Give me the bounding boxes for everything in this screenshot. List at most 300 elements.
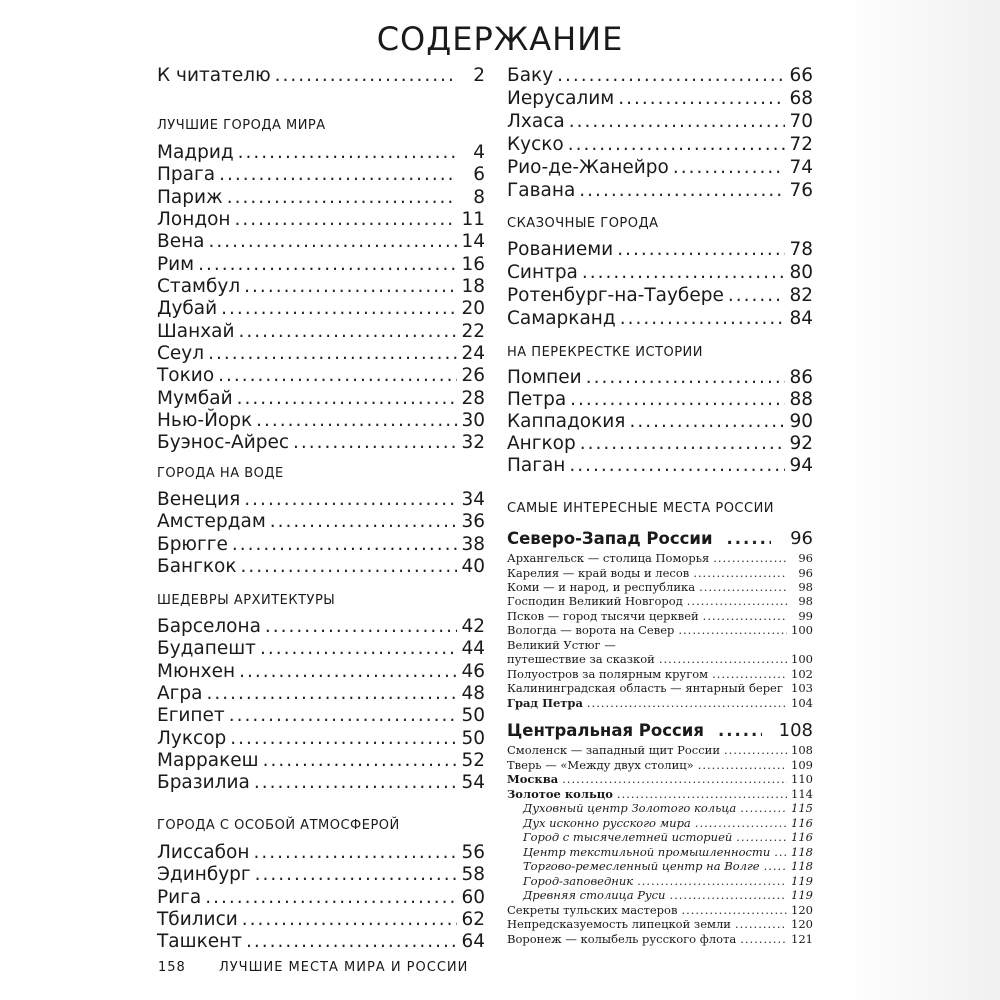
toc-entry: [507, 261, 813, 284]
toc-entry: [507, 87, 813, 110]
toc-page-number: 94: [789, 455, 813, 476]
toc-leader-dots: [263, 749, 457, 772]
page-title: СОДЕРЖАНИЕ: [376, 20, 624, 58]
footer-book-title: ЛУЧШИЕ МЕСТА МИРА И РОССИИ: [218, 960, 469, 975]
toc-entry-label: Непредсказуемость липецкой земли: [507, 917, 731, 931]
toc-entry: [157, 253, 485, 276]
toc-page-number: 34: [461, 489, 485, 510]
toc-entry-label: Смоленск — западный щит России: [507, 743, 720, 757]
toc-entry: [157, 208, 485, 231]
toc-leader-dots: [235, 208, 457, 231]
toc-leader-dots: [557, 64, 785, 87]
toc-entry: [157, 297, 485, 320]
toc-page-number: 90: [789, 411, 813, 432]
toc-section-heading: ШЕДЕВРЫ АРХИТЕКТУРЫ: [157, 593, 336, 608]
toc-leader-dots: [687, 595, 787, 608]
toc-entry: [507, 284, 813, 307]
toc-entry: [157, 409, 485, 432]
toc-page-number: 38: [461, 534, 485, 555]
toc-page-number: 46: [461, 661, 485, 682]
toc-leader-dots: [735, 918, 787, 931]
toc-page-number: 74: [789, 157, 813, 178]
toc-entry: [507, 133, 813, 156]
toc-page-number: 116: [791, 816, 813, 830]
toc-page-number: 44: [461, 638, 485, 659]
toc-entry: [157, 930, 485, 953]
toc-page-number: 109: [791, 758, 813, 772]
toc-page-number: 40: [461, 556, 485, 577]
toc-entry: [507, 110, 813, 133]
toc-entry-label: Помпеи: [507, 367, 582, 388]
toc-leader-dots: [218, 364, 457, 387]
toc-leader-dots: [260, 637, 457, 660]
toc-entry-label: Амстердам: [157, 511, 266, 532]
toc-page-number: 16: [461, 254, 485, 275]
toc-entry-label: К читателю: [157, 65, 271, 86]
toc-entry: [507, 933, 813, 946]
toc-leader-dots: [764, 860, 787, 873]
toc-entry: [507, 567, 813, 580]
toc-entry: [507, 64, 813, 87]
toc-leader-dots: [713, 552, 787, 565]
toc-entry-label: Мадрид: [157, 142, 234, 163]
toc-entry: [507, 846, 813, 859]
toc-leader-dots: [727, 528, 771, 550]
toc-entry-label: Брюгге: [157, 534, 228, 555]
toc-leader-dots: [227, 186, 457, 209]
toc-entry-label: Город с тысячелетней историей: [523, 830, 733, 844]
toc-leader-dots: [712, 668, 787, 681]
toc-entry-label: Стамбул: [157, 276, 241, 297]
toc-entry: [507, 860, 813, 873]
toc-page-number: 4: [473, 142, 485, 163]
toc-entry-label: Вена: [157, 231, 205, 252]
toc-entry-label: Рим: [157, 254, 195, 275]
toc-page-number: 121: [791, 932, 813, 946]
toc-entry: [157, 727, 485, 750]
toc-entry-label: Древняя столица Руси: [523, 888, 666, 902]
toc-page-number: 32: [461, 432, 485, 453]
toc-entry-label: Гавана: [507, 180, 576, 201]
toc-entry: [507, 831, 813, 844]
toc-entry-label: Калининградская область — янтарный берег: [507, 681, 783, 695]
toc-page-number: 24: [461, 343, 485, 364]
toc-page-number: 72: [789, 134, 813, 155]
toc-entry: [157, 488, 485, 511]
toc-leader-dots: [270, 510, 457, 533]
toc-page-number: 26: [461, 365, 485, 386]
toc-leader-dots: [580, 432, 785, 455]
toc-leader-dots: [618, 87, 785, 110]
toc-page-number: 78: [789, 239, 813, 260]
toc-entry-label: Мюнхен: [157, 661, 236, 682]
toc-entry-label: Синтра: [507, 262, 578, 283]
toc-entry-label: Шанхай: [157, 321, 235, 342]
toc-entry-label: Бразилиа: [157, 772, 250, 793]
toc-entry: [157, 637, 485, 660]
toc-entry-label: Барселона: [157, 616, 261, 637]
toc-leader-dots: [242, 908, 457, 931]
toc-page-number: 18: [461, 276, 485, 297]
toc-leader-dots: [244, 488, 457, 511]
toc-section-heading: СКАЗОЧНЫЕ ГОРОДА: [507, 216, 659, 231]
toc-page-number: 42: [461, 616, 485, 637]
toc-leader-dots: [736, 831, 787, 844]
toc-page-number: 88: [789, 389, 813, 410]
toc-entry-label: Нью-Йорк: [157, 410, 253, 431]
toc-page-number: 2: [473, 65, 485, 86]
toc-leader-dots: [740, 802, 787, 815]
toc-entry: [507, 875, 813, 888]
toc-page-number: 30: [461, 410, 485, 431]
toc-entry: [507, 788, 813, 801]
toc-entry: [507, 366, 813, 389]
toc-leader-dots: [198, 253, 457, 276]
toc-entry-label: Рига: [157, 887, 202, 908]
toc-leader-dots: [256, 409, 457, 432]
toc-leader-dots: [569, 454, 785, 477]
toc-entry-label: Град Петра: [507, 696, 583, 710]
toc-entry-label: Агра: [157, 683, 203, 704]
toc-entry-label: Господин Великий Новгород: [507, 594, 683, 608]
toc-page-number: 50: [461, 705, 485, 726]
toc-entry: [157, 886, 485, 909]
toc-entry: [507, 653, 813, 666]
toc-entry: [157, 320, 485, 343]
toc-entry: [507, 581, 813, 594]
toc-entry: [507, 624, 813, 637]
toc-leader-dots: [241, 555, 457, 578]
toc-entry-label: Баку: [507, 65, 554, 86]
toc-leader-dots: [244, 275, 457, 298]
toc-entry: [157, 682, 485, 705]
toc-leader-dots: [774, 846, 787, 859]
toc-entry-label: Паган: [507, 455, 566, 476]
toc-leader-dots: [246, 930, 457, 953]
toc-entry-label: путешествие за сказкой: [507, 652, 655, 666]
toc-section-heading: САМЫЕ ИНТЕРЕСНЫЕ МЕСТА РОССИИ: [507, 501, 775, 516]
toc-entry-label: Эдинбург: [157, 864, 251, 885]
toc-leader-dots: [637, 875, 787, 888]
toc-entry: [157, 510, 485, 533]
toc-entry-label: Город-заповедник: [523, 874, 634, 888]
toc-leader-dots: [219, 163, 457, 186]
toc-page-number: 14: [461, 231, 485, 252]
toc-leader-dots: [206, 682, 457, 705]
toc-entry-label: Полуостров за полярным кругом: [507, 667, 709, 681]
toc-entry-label: Токио: [157, 365, 215, 386]
toc-page-number: 96: [790, 528, 813, 549]
toc-entry: [157, 186, 485, 209]
toc-entry-label: Луксор: [157, 728, 227, 749]
toc-page-number: 96: [798, 551, 813, 565]
toc-leader-dots: [239, 320, 457, 343]
toc-entry-label: Коми — и народ, и республика: [507, 580, 696, 594]
toc-entry: [507, 817, 813, 830]
toc-entry: [507, 682, 813, 695]
toc-section-heading: ГОРОДА С ОСОБОЙ АТМОСФЕРОЙ: [157, 818, 400, 833]
toc-entry: [507, 610, 813, 623]
toc-entry: [507, 918, 813, 931]
toc-leader-dots: [617, 788, 787, 801]
toc-entry-label: Будапешт: [157, 638, 256, 659]
toc-leader-dots: [659, 653, 787, 666]
toc-entry-label: Секреты тульских мастеров: [507, 903, 678, 917]
toc-entry-label: Буэнос-Айрес: [157, 432, 290, 453]
toc-leader-dots: [698, 759, 787, 772]
toc-page-number: 6: [473, 164, 485, 185]
toc-entry-label: Духовный центр Золотого кольца: [523, 801, 737, 815]
toc-entry: [507, 802, 813, 815]
toc-entry-label: Москва: [507, 772, 559, 786]
toc-entry-label: Карелия — край воды и лесов: [507, 566, 690, 580]
toc-leader-dots: [693, 567, 787, 580]
page-shadow: [840, 0, 1000, 1000]
toc-entry: [507, 595, 813, 608]
toc-section-heading: НА ПЕРЕКРЕСТКЕ ИСТОРИИ: [507, 345, 703, 360]
toc-subentry-line: [507, 639, 813, 652]
toc-page-number: 76: [789, 180, 813, 201]
toc-page-number: 82: [789, 285, 813, 306]
toc-page-number: 52: [461, 750, 485, 771]
toc-leader-dots: [265, 615, 457, 638]
toc-leader-dots: [718, 720, 762, 742]
toc-leader-dots: [681, 904, 787, 917]
toc-entry: [507, 552, 813, 565]
toc-page-number: 60: [461, 887, 485, 908]
toc-page-number: 48: [461, 683, 485, 704]
toc-leader-dots: [703, 610, 787, 623]
toc-page-number: 102: [791, 667, 813, 681]
toc-page-number: 66: [789, 65, 813, 86]
page-footer: [158, 960, 468, 975]
toc-page-number: 119: [791, 874, 813, 888]
toc-entry-label: Ангкор: [507, 433, 576, 454]
toc-page-number: 54: [461, 772, 485, 793]
toc-entry-label: Рованиеми: [507, 239, 614, 260]
toc-page-number: 62: [461, 909, 485, 930]
toc-entry: [507, 744, 813, 757]
toc-leader-dots: [579, 179, 785, 202]
toc-entry: [157, 841, 485, 864]
toc-entry-label: Венеция: [157, 489, 241, 510]
toc-leader-dots: [293, 431, 457, 454]
toc-entry-label: Псков — город тысячи церквей: [507, 609, 699, 623]
toc-leader-dots: [238, 141, 457, 164]
toc-leader-dots: [229, 704, 457, 727]
toc-leader-dots: [620, 307, 785, 330]
toc-entry-label: Центр текстильной промышленности: [523, 845, 771, 859]
toc-entry: [157, 364, 485, 387]
toc-entry-label: Тбилиси: [157, 909, 238, 930]
toc-entry: [507, 668, 813, 681]
toc-entry-label: Куско: [507, 134, 564, 155]
toc-page-number: 58: [461, 864, 485, 885]
toc-leader-dots: [673, 156, 785, 179]
toc-entry: [157, 749, 485, 772]
toc-leader-dots: [239, 660, 457, 683]
toc-region-entry: [507, 528, 813, 550]
toc-page-number: 68: [789, 88, 813, 109]
toc-page-number: 98: [798, 594, 813, 608]
toc-entry-label: Сеул: [157, 343, 205, 364]
toc-entry-label: Прага: [157, 164, 216, 185]
toc-page-number: 103: [791, 681, 813, 695]
toc-section-heading: ГОРОДА НА ВОДЕ: [157, 466, 284, 481]
toc-entry-label: Каппадокия: [507, 411, 626, 432]
toc-entry-label: Лхаса: [507, 111, 565, 132]
toc-entry-label: Египет: [157, 705, 225, 726]
toc-page-number: 118: [791, 859, 813, 873]
toc-page-number: 80: [789, 262, 813, 283]
toc-leader-dots: [562, 773, 787, 786]
toc-page-number: 118: [791, 845, 813, 859]
toc-leader-dots: [209, 230, 457, 253]
toc-page-number: 108: [778, 720, 813, 741]
toc-entry-label: Великий Устюг —: [507, 638, 616, 652]
toc-entry-label: Мумбай: [157, 388, 233, 409]
toc-entry-label: Центральная Россия: [507, 721, 704, 740]
toc-entry-label: Торгово-ремесленный центр на Волге: [523, 859, 760, 873]
toc-entry-label: Дубай: [157, 298, 218, 319]
toc-page-number: 22: [461, 321, 485, 342]
toc-page-number: 84: [789, 308, 813, 329]
toc-entry: [157, 163, 485, 186]
toc-leader-dots: [669, 889, 787, 902]
toc-leader-dots: [740, 933, 787, 946]
toc-page-number: 11: [461, 209, 485, 230]
toc-leader-dots: [587, 697, 787, 710]
toc-leader-dots: [629, 410, 785, 433]
toc-leader-dots: [582, 261, 785, 284]
toc-page-number: 92: [789, 433, 813, 454]
toc-page-number: 64: [461, 931, 485, 952]
toc-leader-dots: [617, 238, 785, 261]
toc-entry: [157, 275, 485, 298]
toc-entry: [157, 533, 485, 556]
toc-entry: [157, 908, 485, 931]
toc-page-number: 28: [461, 388, 485, 409]
toc-entry: [507, 454, 813, 477]
toc-page-number: 50: [461, 728, 485, 749]
toc-entry: [507, 307, 813, 330]
toc-page-number: 86: [789, 367, 813, 388]
toc-leader-dots: [728, 284, 785, 307]
toc-leader-dots: [221, 297, 457, 320]
toc-entry-label: Ташкент: [157, 931, 242, 952]
toc-page-number: 96: [798, 566, 813, 580]
toc-entry-label: Лиссабон: [157, 842, 250, 863]
toc-entry: [507, 432, 813, 455]
toc-entry: [507, 889, 813, 902]
toc-entry: [507, 759, 813, 772]
toc-entry-label: Вологда — ворота на Север: [507, 623, 675, 637]
toc-leader-dots: [678, 624, 787, 637]
toc-entry-label: Золотое кольцо: [507, 787, 613, 801]
toc-entry: [157, 615, 485, 638]
toc-entry: [157, 64, 485, 87]
toc-page-number: 110: [791, 772, 813, 786]
toc-leader-dots: [208, 342, 457, 365]
toc-page-number: 116: [791, 830, 813, 844]
toc-entry: [157, 660, 485, 683]
toc-page-number: 56: [461, 842, 485, 863]
toc-entry: [157, 863, 485, 886]
toc-entry: [507, 179, 813, 202]
toc-entry-label: Архангельск — столица Поморья: [507, 551, 710, 565]
toc-entry-label: Лондон: [157, 209, 231, 230]
toc-page-number: 99: [798, 609, 813, 623]
toc-leader-dots: [230, 727, 457, 750]
toc-entry: [507, 156, 813, 179]
toc-page-number: 115: [791, 801, 813, 815]
toc-entry-label: Бангкок: [157, 556, 237, 577]
toc-entry-label: Тверь — «Между двух столиц»: [507, 758, 694, 772]
toc-entry: [507, 388, 813, 411]
toc-entry-label: Рио-де-Жанейро: [507, 157, 669, 178]
toc-page-number: 108: [791, 743, 813, 757]
toc-page-number: 104: [791, 696, 813, 710]
toc-page-number: 100: [791, 623, 813, 637]
toc-page-number: 119: [791, 888, 813, 902]
toc-leader-dots: [205, 886, 457, 909]
toc-entry: [157, 704, 485, 727]
toc-entry-label: Самарканд: [507, 308, 616, 329]
toc-page-number: 120: [791, 903, 813, 917]
toc-region-entry: [507, 720, 813, 742]
toc-page-number: 100: [791, 652, 813, 666]
toc-leader-dots: [275, 64, 457, 87]
toc-leader-dots: [586, 366, 785, 389]
toc-entry: [507, 410, 813, 433]
toc-leader-dots: [699, 581, 787, 594]
toc-entry: [157, 342, 485, 365]
toc-page-number: 98: [798, 580, 813, 594]
toc-leader-dots: [568, 133, 785, 156]
toc-entry-label: Дух исконно русского мира: [523, 816, 691, 830]
toc-entry: [157, 387, 485, 410]
toc-page-number: 8: [473, 187, 485, 208]
toc-entry: [157, 555, 485, 578]
toc-entry: [157, 141, 485, 164]
toc-page-number: 120: [791, 917, 813, 931]
toc-entry: [157, 431, 485, 454]
toc-entry-label: Париж: [157, 187, 223, 208]
toc-leader-dots: [695, 817, 787, 830]
toc-leader-dots: [255, 863, 457, 886]
toc-entry-label: Петра: [507, 389, 567, 410]
toc-entry: [507, 904, 813, 917]
toc-entry: [157, 771, 485, 794]
toc-page-number: 36: [461, 511, 485, 532]
toc-entry-label: Ротенбург-на-Таубере: [507, 285, 724, 306]
toc-entry-label: Иерусалим: [507, 88, 615, 109]
toc-entry-label: Марракеш: [157, 750, 259, 771]
toc-entry: [507, 697, 813, 710]
toc-leader-dots: [237, 387, 457, 410]
toc-entry-label: Северо-Запад России: [507, 529, 713, 548]
toc-page-number: 70: [789, 111, 813, 132]
toc-leader-dots: [724, 744, 787, 757]
toc-entry-label: Воронеж — колыбель русского флота: [507, 932, 737, 946]
toc-leader-dots: [254, 771, 457, 794]
toc-leader-dots: [570, 388, 785, 411]
toc-leader-dots: [232, 533, 457, 556]
toc-entry: [157, 230, 485, 253]
toc-entry: [507, 238, 813, 261]
toc-entry: [507, 773, 813, 786]
toc-leader-dots: [569, 110, 785, 133]
